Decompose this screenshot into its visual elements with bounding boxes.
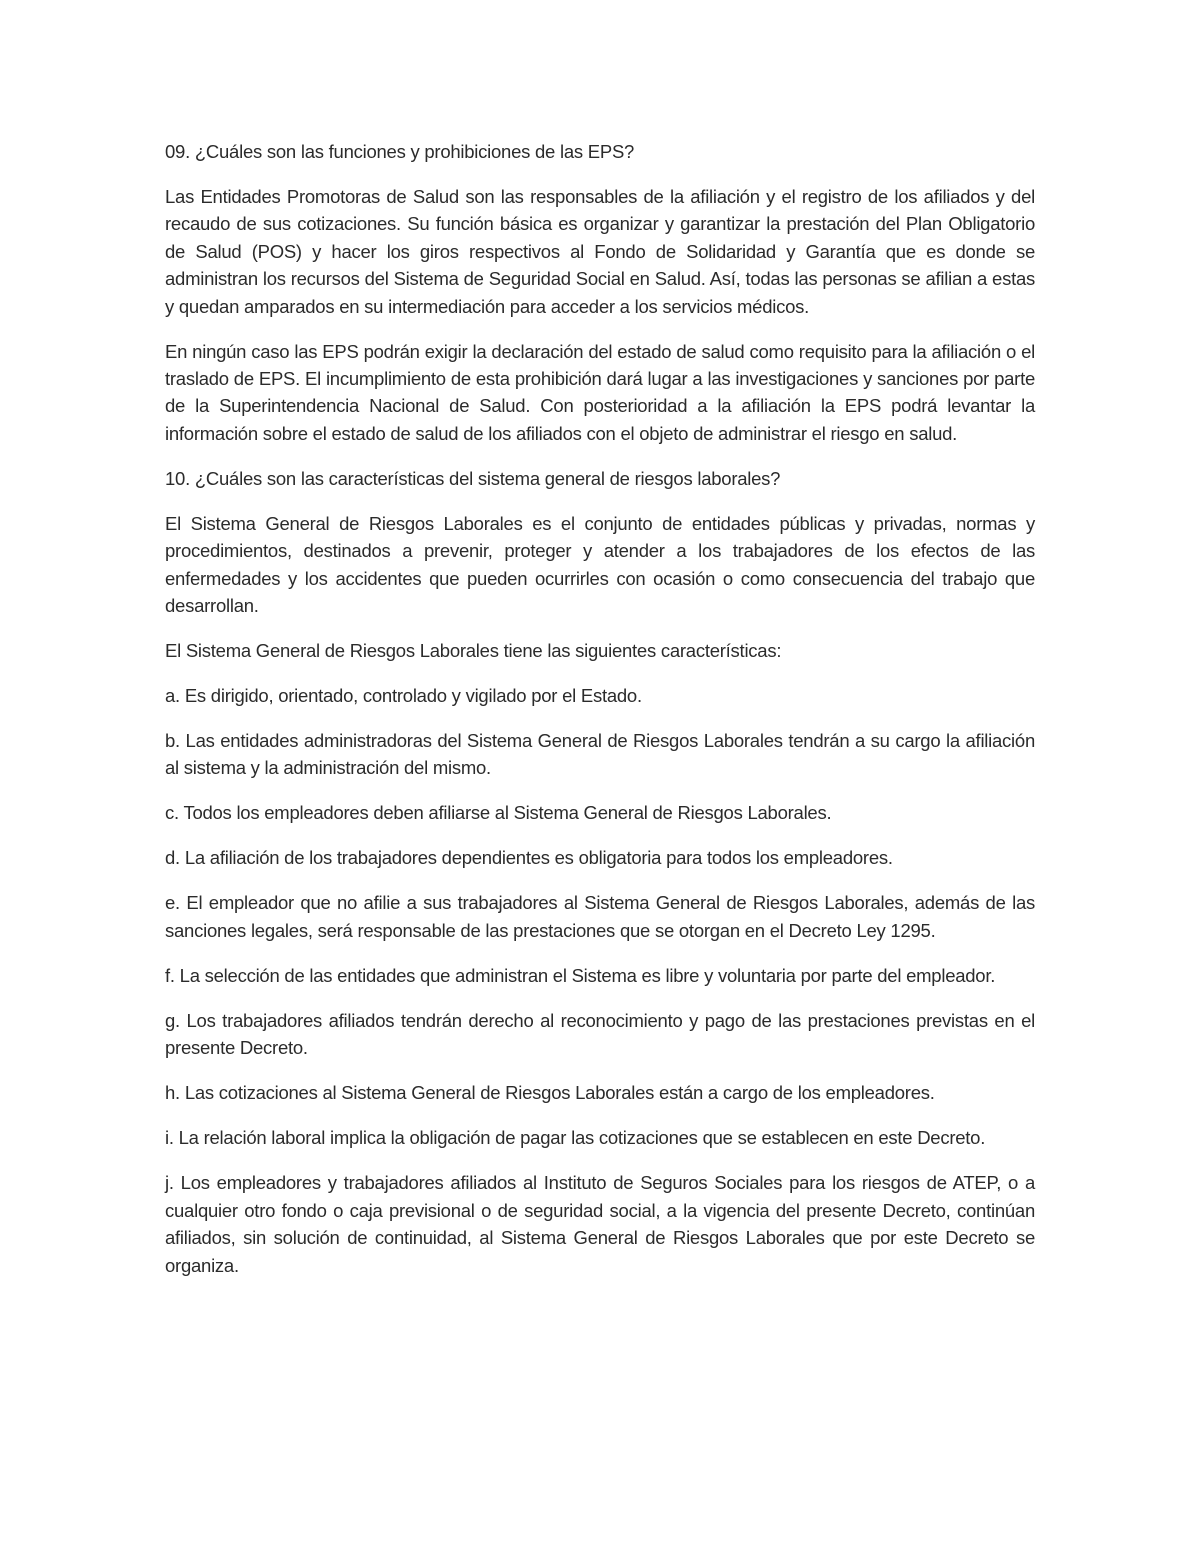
list-item-b: b. Las entidades administradoras del Sistema General de Riesgos Laborales tendrán a su cargo la afiliación al sistema y la administración del mismo. bbox=[165, 730, 1035, 779]
list-item-a: a. Es dirigido, orientado, controlado y vigilado por el Estado. bbox=[165, 685, 642, 707]
paragraph-sgrl-definition: El Sistema General de Riesgos Laborales es el conjunto de entidades públicas y privadas, normas y procedimientos, destinados a prevenir, proteger y atender a los trabajadores de los efectos de las enfermedades y los accidentes que pueden ocurrirles con ocasión o como consecuencia del trabajo que desarrollan. bbox=[165, 512, 1035, 617]
document-body bbox=[165, 138, 1035, 1279]
paragraph-eps-prohibitions: En ningún caso las EPS podrán exigir la declaración del estado de salud como requisito para la afiliación o el traslado de EPS. El incumplimiento de esta prohibición dará lugar a las investigaciones y sanciones por parte de la Superintendencia Nacional de Salud. Con posterioridad a la afiliación la EPS podrá levantar la información sobre el estado de salud de los afiliados con el objeto de administrar el riesgo en salud. bbox=[165, 340, 1035, 444]
list-item-h: h. Las cotizaciones al Sistema General de Riesgos Laborales están a cargo de los empleadores. bbox=[165, 1082, 935, 1104]
list-item-i: i. La relación laboral implica la obligación de pagar las cotizaciones que se establecen en este Decreto. bbox=[165, 1127, 986, 1149]
list-item-c: c. Todos los empleadores deben afiliarse al Sistema General de Riesgos Laborales. bbox=[165, 802, 832, 824]
question-10-heading: 10. ¿Cuáles son las características del sistema general de riesgos laborales? bbox=[165, 467, 781, 489]
list-item-j: j. Los empleadores y trabajadores afiliados al Instituto de Seguros Sociales para los riesgos de ATEP, o a cualquier otro fondo o caja previsional o de seguridad social, a la vigencia del presente Decreto, continúan afiliados, sin solución de continuidad, al Sistema General de Riesgos Laborales que por este Decreto se organiza. bbox=[165, 1172, 1035, 1276]
question-09-heading: 09. ¿Cuáles son las funciones y prohibiciones de las EPS? bbox=[165, 141, 635, 162]
list-item-g: g. Los trabajadores afiliados tendrán derecho al reconocimiento y pago de las prestaciones previstas en el presente Decreto. bbox=[165, 1009, 1035, 1059]
list-item-f: f. La selección de las entidades que administran el Sistema es libre y voluntaria por parte del empleador. bbox=[165, 964, 996, 986]
list-item-d: d. La afiliación de los trabajadores dependientes es obligatoria para todos los empleadores. bbox=[165, 847, 893, 869]
paragraph-eps-functions: Las Entidades Promotoras de Salud son las responsables de la afiliación y el registro de los afiliados y del recaudo de sus cotizaciones. Su función básica es organizar y garantizar la prestación del Plan Obligatorio de Salud (POS) y hacer los giros respectivos al Fondo de Solidaridad y Garantía que es donde se administran los recursos del Sistema de Seguridad Social en Salud. Así, todas las personas se afilian a estas y quedan amparados en su intermediación para acceder a los servicios médicos. bbox=[165, 186, 1035, 317]
list-item-e: e. El empleador que no afilie a sus trabajadores al Sistema General de Riesgos Laborales, además de las sanciones legales, será responsable de las prestaciones que se otorgan en el Decreto Ley 1295. bbox=[165, 892, 1035, 941]
paragraph-sgrl-intro: El Sistema General de Riesgos Laborales tiene las siguientes características: bbox=[165, 640, 782, 662]
